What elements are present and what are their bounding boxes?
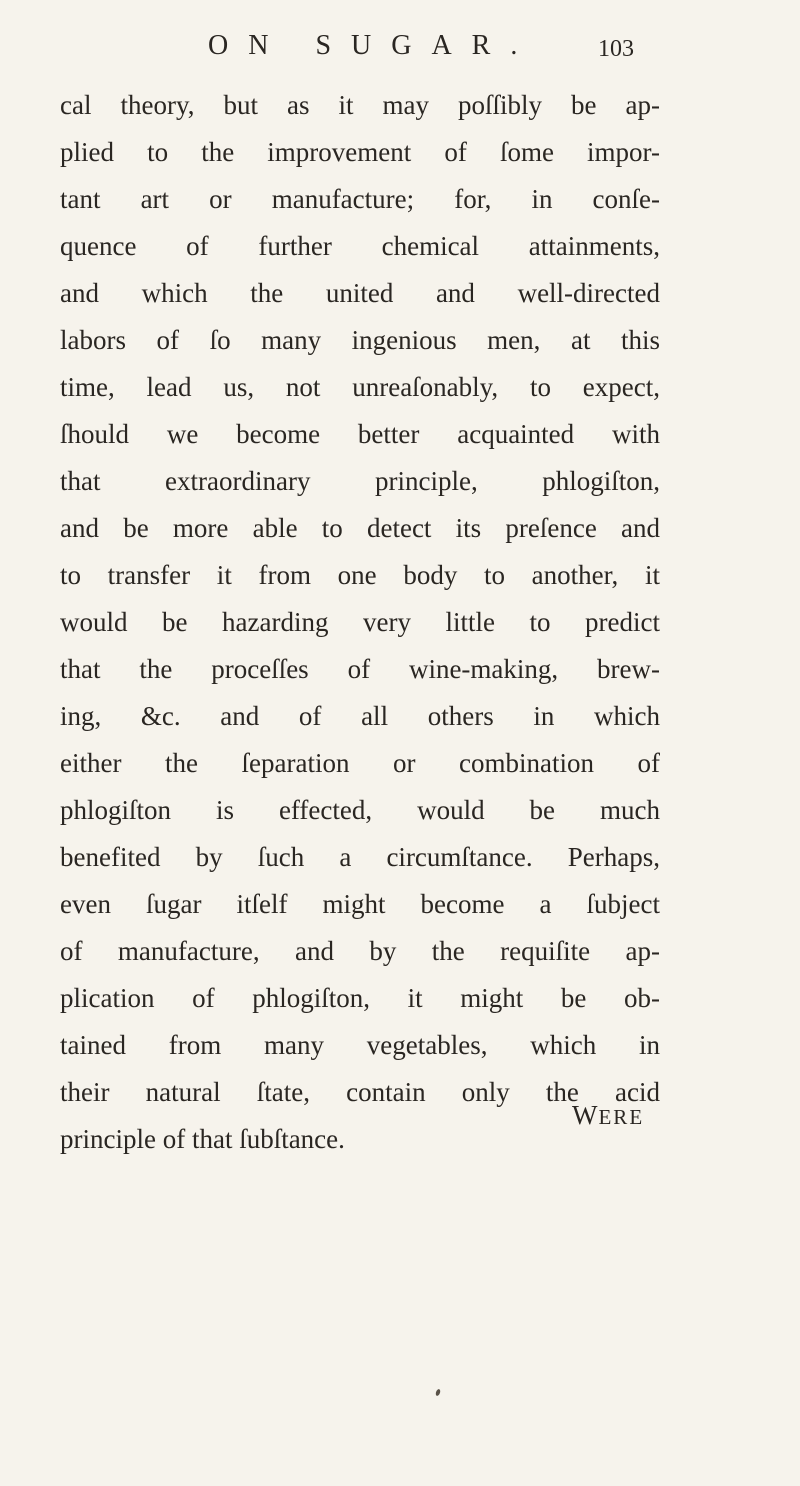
- text-line: their natural ſtate, contain only the acid: [60, 1077, 660, 1107]
- text-line: would be hazarding very little to predict: [60, 607, 660, 637]
- text-line: either the ſeparation or combination of: [60, 748, 660, 778]
- ink-speck: [435, 1389, 441, 1397]
- text-line: principle of that ſubſtance.: [60, 1124, 345, 1154]
- text-line: benefited by ſuch a circumſtance. Perhaps,: [60, 842, 660, 872]
- text-line: to transfer it from one body to another, it: [60, 560, 660, 590]
- text-line: plication of phlogiſton, it might be ob-: [60, 983, 660, 1013]
- text-line: of manufacture, and by the requiſite ap-: [60, 936, 660, 966]
- text-line: quence of further chemical attainments,: [60, 231, 660, 261]
- text-line: that the proceſſes of wine-making, brew-: [60, 654, 660, 684]
- text-line: and be more able to detect its preſence and: [60, 513, 660, 543]
- body-text: [60, 82, 660, 1163]
- text-line: and which the united and well-directed: [60, 278, 660, 308]
- text-line: that extraordinary principle, phlogiſton,: [60, 466, 660, 496]
- text-line: even ſugar itſelf might become a ſubject: [60, 889, 660, 919]
- text-line: tained from many vegetables, which in: [60, 1030, 660, 1060]
- text-line: tant art or manufacture; for, in conſe-: [60, 184, 660, 214]
- text-line: labors of ſo many ingenious men, at this: [60, 325, 660, 355]
- text-line: ſhould we become better acquainted with: [60, 419, 660, 449]
- running-title: ON SUGAR.: [208, 30, 538, 61]
- catchword-initial: W: [572, 1100, 599, 1130]
- text-line: plied to the improvement of ſome impor-: [60, 137, 660, 167]
- text-line: time, lead us, not unreaſonably, to expect,: [60, 372, 660, 402]
- page-number: 103: [598, 36, 634, 62]
- catchword: [572, 1100, 644, 1131]
- text-line: cal theory, but as it may poſſibly be ap-: [60, 90, 660, 120]
- text-line: phlogiſton is effected, would be much: [60, 795, 660, 825]
- running-head: [0, 26, 800, 74]
- catchword-rest: ERE: [598, 1105, 645, 1129]
- text-line: ing, &c. and of all others in which: [60, 701, 660, 731]
